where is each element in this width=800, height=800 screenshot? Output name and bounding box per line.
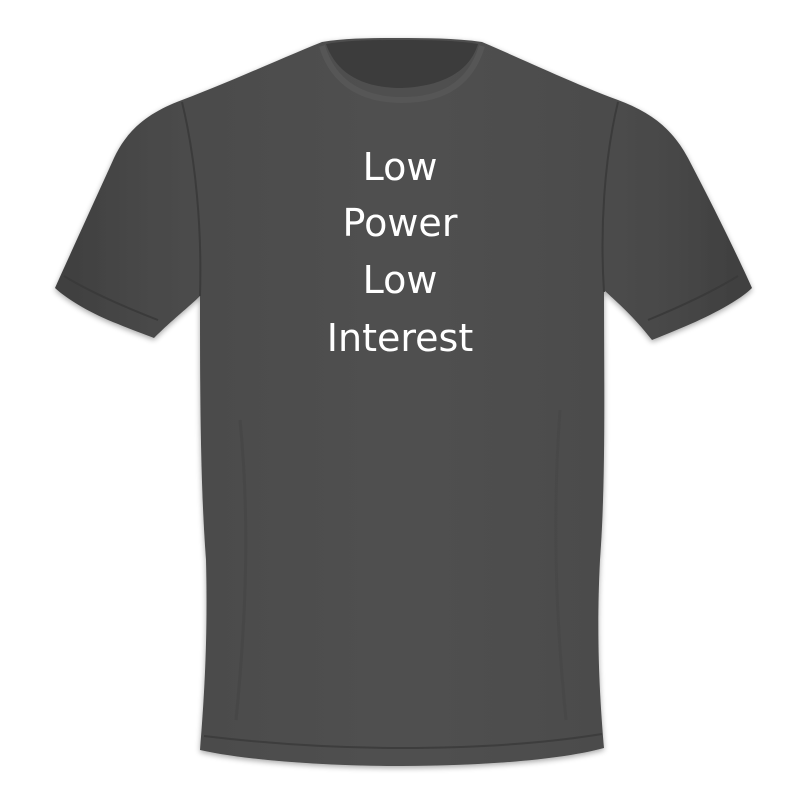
shirt-print-line: Interest	[326, 316, 474, 360]
shirt-print-line: Low	[362, 258, 438, 302]
shirt-print-line: Low	[362, 145, 438, 189]
shirt-print-line: Power	[342, 201, 458, 245]
